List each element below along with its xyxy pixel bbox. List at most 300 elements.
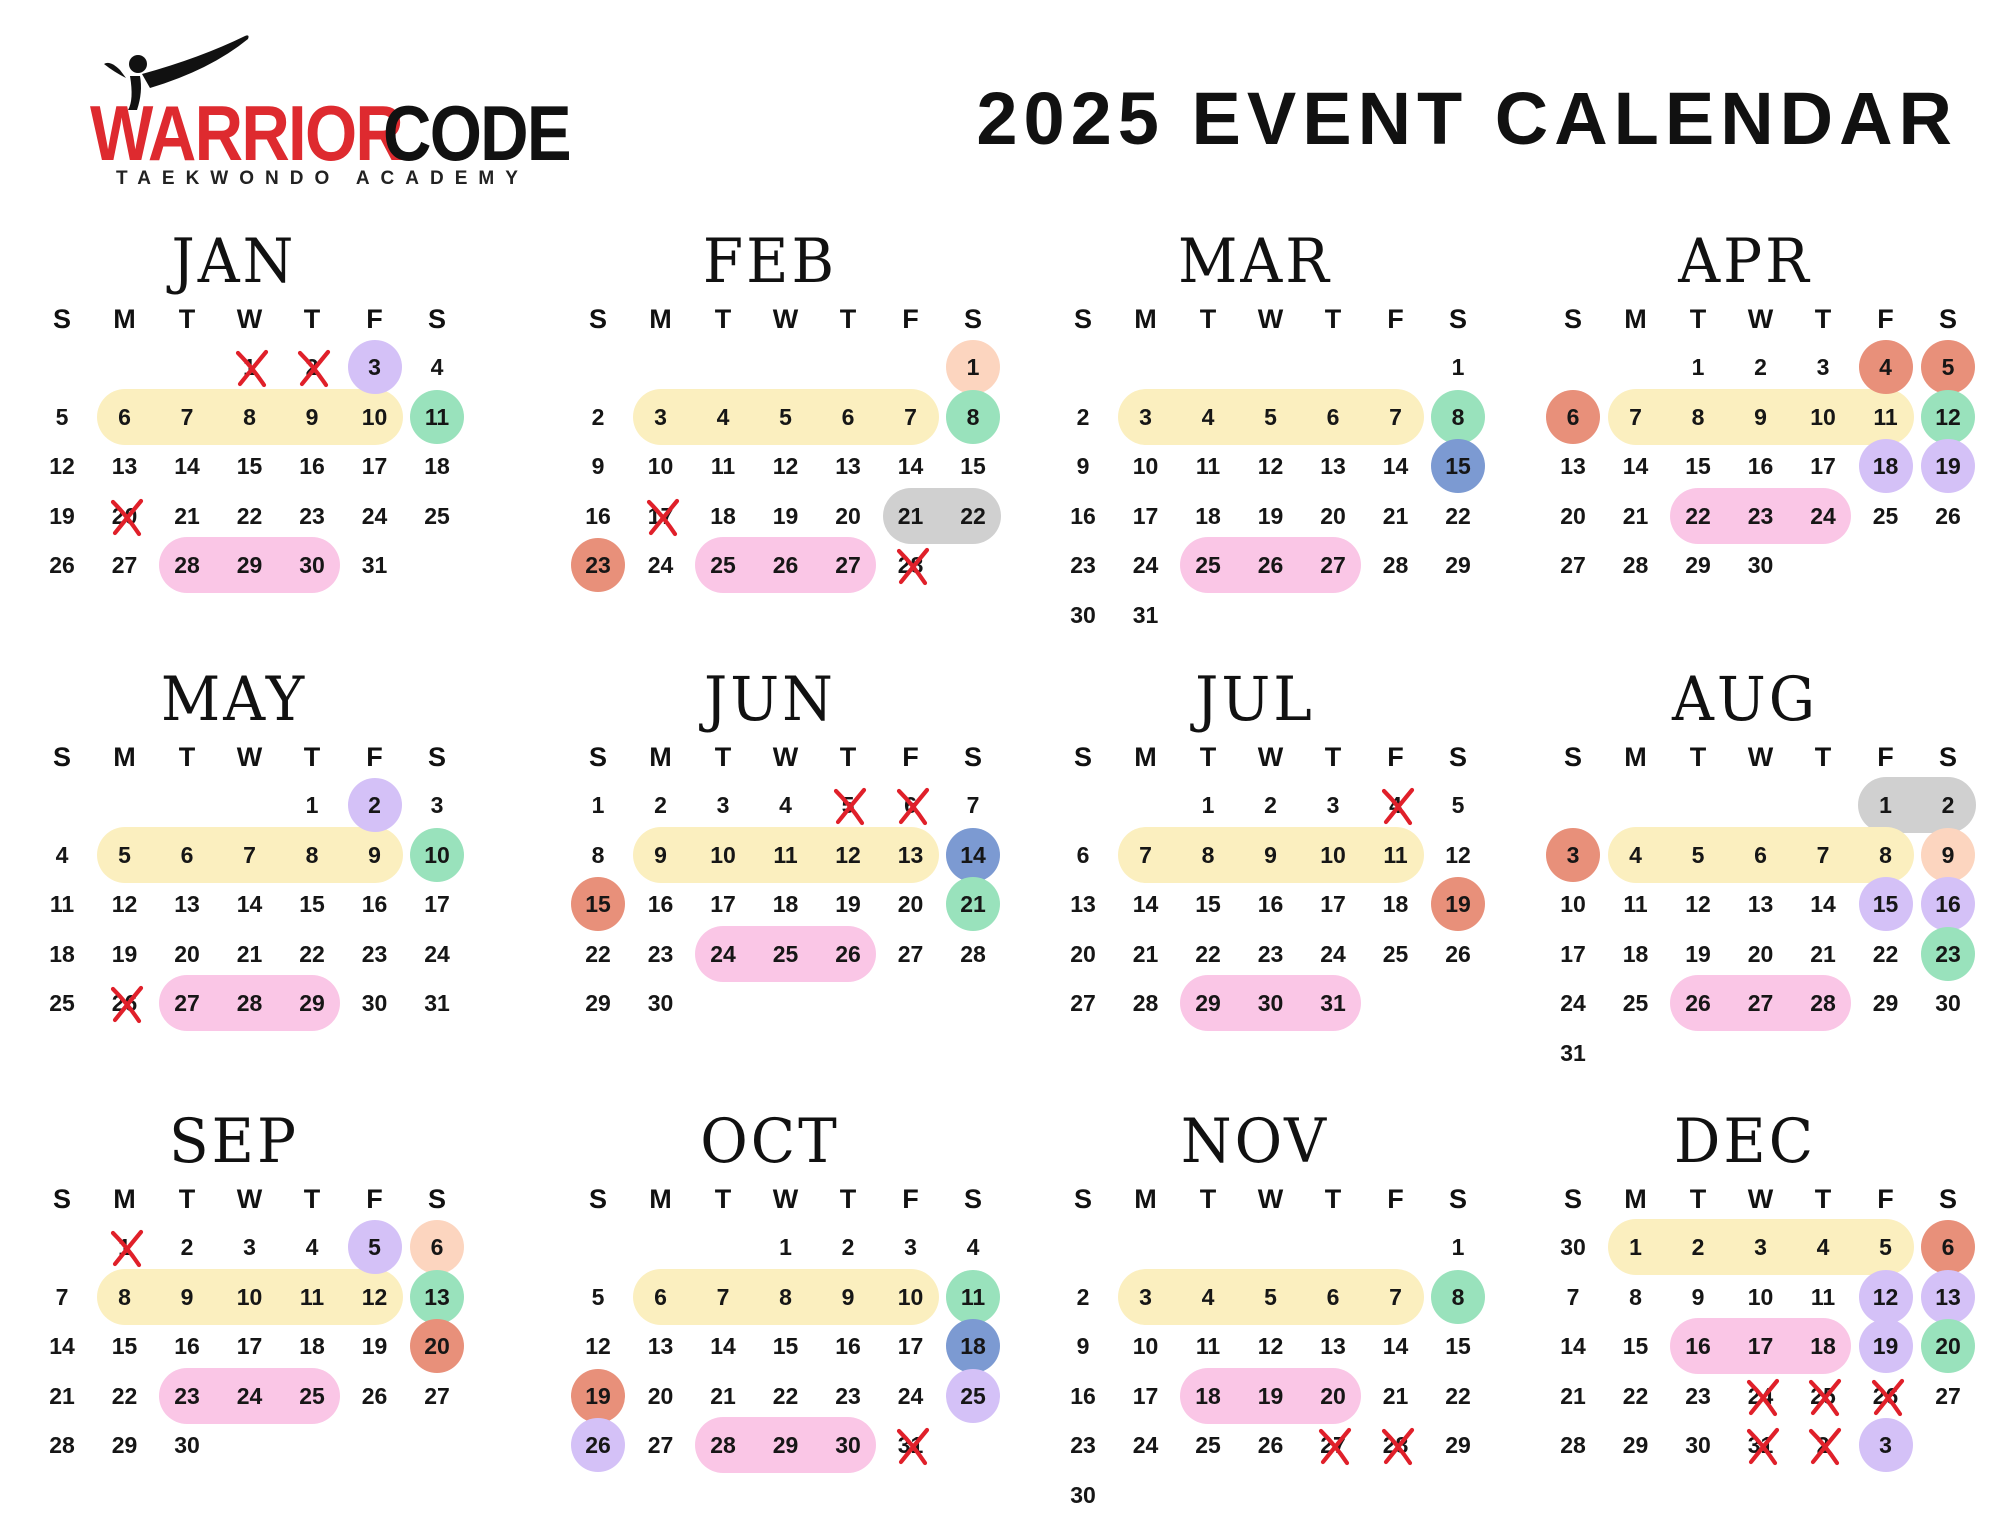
day-number: 6 xyxy=(904,792,917,818)
cancelled-x-icon xyxy=(1311,1425,1359,1467)
month-dec xyxy=(1535,1105,1961,1540)
month-sep xyxy=(24,1105,450,1540)
day-number: 29 xyxy=(772,1432,799,1459)
day-number: 3 xyxy=(1566,841,1580,868)
month-title: SEP xyxy=(168,1105,300,1177)
day-number: 27 xyxy=(1070,990,1096,1017)
day-number: 1 xyxy=(591,792,605,818)
weekday-label: S xyxy=(427,1184,446,1214)
day-number: 22 xyxy=(111,1382,138,1409)
day-number: 21 xyxy=(710,1382,736,1409)
month-title: JAN xyxy=(171,225,297,297)
day-number: 7 xyxy=(1389,1283,1402,1310)
day-number: 31 xyxy=(1320,990,1346,1017)
month-days xyxy=(24,740,450,1090)
weekday-label: F xyxy=(902,742,919,772)
day-number: 16 xyxy=(361,891,388,918)
day-number: 4 xyxy=(430,354,444,380)
month-mar xyxy=(1045,225,1471,660)
day-number: 1 xyxy=(966,354,980,380)
day-number: 17 xyxy=(710,891,736,918)
weekday-label: S xyxy=(427,304,446,334)
day-number: 2 xyxy=(1076,1283,1090,1310)
day-number: 7 xyxy=(180,403,194,430)
day-number: 31 xyxy=(897,1432,924,1459)
month-oct xyxy=(560,1105,986,1540)
weekday-label: T xyxy=(178,304,196,334)
day-number: 6 xyxy=(1076,841,1090,868)
day-number: 24 xyxy=(1132,1432,1159,1459)
day-number: 16 xyxy=(1685,1333,1711,1360)
month-nov xyxy=(1045,1105,1471,1540)
day-number: 15 xyxy=(299,891,325,918)
day-number: 20 xyxy=(1935,1333,1961,1360)
day-number: 9 xyxy=(654,841,667,868)
weekday-label: T xyxy=(1814,304,1832,334)
cancelled-x-icon xyxy=(103,1227,151,1269)
day-number: 20 xyxy=(424,1333,450,1360)
day-number: 2 xyxy=(1941,792,1955,818)
day-number: 3 xyxy=(716,792,730,818)
day-number: 21 xyxy=(1810,940,1836,967)
weekday-label: M xyxy=(1134,1184,1157,1214)
day-number: 27 xyxy=(1747,990,1774,1017)
weekday-label: T xyxy=(1814,1184,1832,1214)
cancelled-x-icon xyxy=(1801,1425,1849,1467)
day-number: 5 xyxy=(118,841,131,868)
day-number: 15 xyxy=(1195,891,1221,918)
day-number: 25 xyxy=(299,1382,325,1409)
page-title: 2025 EVENT CALENDAR xyxy=(976,77,1958,160)
day-number: 2 xyxy=(180,1234,194,1260)
day-number: 4 xyxy=(716,403,730,430)
weekday-label: T xyxy=(839,1184,857,1214)
day-number: 11 xyxy=(1810,1283,1836,1310)
month-days xyxy=(1045,302,1471,652)
day-number: 21 xyxy=(1622,502,1649,529)
day-number: 8 xyxy=(243,403,256,430)
day-number: 14 xyxy=(960,841,986,868)
day-number: 17 xyxy=(424,891,450,918)
weekday-label: T xyxy=(178,742,196,772)
day-number: 4 xyxy=(1201,403,1215,430)
day-number: 6 xyxy=(841,403,855,430)
day-number: 4 xyxy=(305,1234,319,1260)
weekday-label: T xyxy=(839,742,857,772)
day-number: 1 xyxy=(1879,792,1892,818)
day-number: 8 xyxy=(591,841,605,868)
day-number: 30 xyxy=(1685,1432,1711,1459)
day-number: 6 xyxy=(1941,1234,1955,1260)
month-days xyxy=(560,740,986,1090)
day-number: 24 xyxy=(1560,990,1586,1017)
day-number: 16 xyxy=(647,891,674,918)
day-number: 23 xyxy=(835,1382,861,1409)
day-number: 3 xyxy=(1816,354,1830,380)
weekday-label: S xyxy=(1073,304,1092,334)
day-number: 24 xyxy=(647,552,674,579)
day-number: 11 xyxy=(773,841,798,868)
day-number: 28 xyxy=(49,1432,75,1459)
day-number: 6 xyxy=(1754,841,1767,868)
day-number: 15 xyxy=(1622,1333,1649,1360)
day-number: 31 xyxy=(1132,602,1159,628)
day-number: 26 xyxy=(772,552,799,579)
day-number: 29 xyxy=(1445,1432,1471,1459)
day-number: 16 xyxy=(835,1333,861,1360)
day-number: 11 xyxy=(49,891,75,918)
day-number: 9 xyxy=(841,1283,855,1310)
day-number: 9 xyxy=(305,403,319,430)
day-number: 7 xyxy=(966,792,980,818)
day-number: 21 xyxy=(1560,1382,1586,1409)
weekday-label: T xyxy=(1324,304,1342,334)
weekday-label: M xyxy=(1134,742,1157,772)
day-number: 29 xyxy=(111,1432,138,1459)
day-number: 8 xyxy=(1451,1283,1465,1310)
day-number: 27 xyxy=(647,1432,674,1459)
day-number: 5 xyxy=(55,403,69,430)
day-number: 30 xyxy=(1257,990,1284,1017)
day-number: 29 xyxy=(1445,552,1471,579)
day-number: 13 xyxy=(174,891,200,918)
day-number: 3 xyxy=(654,403,667,430)
day-number: 21 xyxy=(960,891,986,918)
day-number: 20 xyxy=(835,502,861,529)
day-number: 10 xyxy=(710,841,736,868)
cancelled-x-icon xyxy=(1801,1376,1849,1418)
day-number: 9 xyxy=(368,841,381,868)
day-number: 9 xyxy=(1264,841,1277,868)
day-number: 11 xyxy=(424,403,450,430)
weekday-label: T xyxy=(714,304,732,334)
day-number: 8 xyxy=(966,403,980,430)
day-number: 26 xyxy=(1257,552,1284,579)
weekday-label: T xyxy=(1689,304,1707,334)
day-number: 30 xyxy=(835,1432,861,1459)
day-number: 30 xyxy=(1935,990,1961,1017)
weekday-label: S xyxy=(1563,304,1582,334)
month-days xyxy=(1045,740,1471,1090)
day-number: 15 xyxy=(772,1333,799,1360)
day-number: 21 xyxy=(1132,940,1159,967)
day-number: 25 xyxy=(1810,1382,1836,1409)
day-number: 30 xyxy=(647,990,674,1017)
cancelled-x-icon xyxy=(826,785,874,827)
day-number: 25 xyxy=(1382,940,1409,967)
weekday-label: T xyxy=(1199,304,1217,334)
month-apr xyxy=(1535,225,1961,660)
weekday-label: T xyxy=(303,742,321,772)
day-number: 12 xyxy=(1685,891,1711,918)
day-number: 28 xyxy=(1382,1432,1409,1459)
weekday-label: S xyxy=(52,742,71,772)
weekday-label: S xyxy=(1563,1184,1582,1214)
day-number: 14 xyxy=(236,891,263,918)
weekday-label: T xyxy=(303,304,321,334)
day-number: 12 xyxy=(49,453,75,480)
day-number: 26 xyxy=(1685,990,1711,1017)
weekday-label: W xyxy=(1747,304,1774,334)
day-number: 22 xyxy=(585,940,611,967)
day-number: 6 xyxy=(1326,1283,1340,1310)
day-number: 20 xyxy=(1320,502,1346,529)
weekday-label: S xyxy=(1448,304,1467,334)
day-number: 28 xyxy=(1132,990,1159,1017)
day-number: 9 xyxy=(1691,1283,1705,1310)
day-number: 17 xyxy=(897,1333,924,1360)
day-number: 1 xyxy=(1451,354,1465,380)
weekday-label: W xyxy=(236,1184,263,1214)
day-number: 7 xyxy=(55,1283,69,1310)
day-number: 15 xyxy=(111,1333,138,1360)
day-number: 3 xyxy=(1879,1432,1892,1459)
day-number: 16 xyxy=(585,502,611,529)
day-number: 7 xyxy=(1629,403,1642,430)
month-days xyxy=(560,1182,986,1532)
day-number: 12 xyxy=(361,1283,388,1310)
day-number: 13 xyxy=(424,1283,450,1310)
day-number: 4 xyxy=(779,792,792,818)
day-number: 10 xyxy=(361,403,388,430)
day-number: 15 xyxy=(236,453,263,480)
month-jan xyxy=(24,225,450,660)
weekday-label: F xyxy=(1387,1184,1404,1214)
day-number: 7 xyxy=(243,841,256,868)
weekday-label: S xyxy=(427,742,446,772)
weekday-label: T xyxy=(1814,742,1832,772)
cancelled-x-icon xyxy=(1374,1425,1422,1467)
day-number: 8 xyxy=(1201,841,1215,868)
day-number: 24 xyxy=(897,1382,924,1409)
cancelled-x-icon xyxy=(228,347,276,389)
day-number: 14 xyxy=(897,453,924,480)
day-number: 26 xyxy=(1872,1382,1899,1409)
day-number: 4 xyxy=(1879,354,1892,380)
day-number: 14 xyxy=(1622,453,1649,480)
day-number: 27 xyxy=(1320,552,1346,579)
day-number: 30 xyxy=(1560,1234,1586,1260)
weekday-label: S xyxy=(963,1184,982,1214)
day-number: 5 xyxy=(1451,792,1465,818)
day-number: 23 xyxy=(1935,940,1961,967)
weekday-label: S xyxy=(1448,742,1467,772)
day-number: 13 xyxy=(1320,453,1346,480)
day-number: 16 xyxy=(1070,1382,1096,1409)
day-number: 8 xyxy=(779,1283,792,1310)
day-number: 12 xyxy=(1445,841,1471,868)
day-number: 31 xyxy=(361,552,388,579)
day-number: 24 xyxy=(1747,1382,1774,1409)
day-number: 15 xyxy=(1445,453,1471,480)
day-number: 30 xyxy=(174,1432,200,1459)
weekday-label: T xyxy=(1324,742,1342,772)
day-number: 14 xyxy=(174,453,200,480)
day-number: 18 xyxy=(772,891,799,918)
weekday-label: F xyxy=(366,304,383,334)
day-number: 7 xyxy=(1139,841,1152,868)
day-number: 18 xyxy=(1195,1382,1221,1409)
day-number: 9 xyxy=(1941,841,1955,868)
weekday-label: S xyxy=(1073,1184,1092,1214)
weekday-label: W xyxy=(1747,742,1774,772)
weekday-label: W xyxy=(772,1184,799,1214)
day-number: 27 xyxy=(111,552,138,579)
weekday-label: T xyxy=(1324,1184,1342,1214)
day-number: 23 xyxy=(1685,1382,1711,1409)
weekday-label: T xyxy=(714,742,732,772)
day-number: 28 xyxy=(960,940,986,967)
weekday-label: T xyxy=(714,1184,732,1214)
day-number: 3 xyxy=(904,1234,917,1260)
day-number: 17 xyxy=(236,1333,263,1360)
day-number: 21 xyxy=(1382,502,1409,529)
day-number: 9 xyxy=(1754,403,1767,430)
day-number: 28 xyxy=(236,990,263,1017)
day-number: 28 xyxy=(1560,1432,1586,1459)
day-number: 26 xyxy=(111,990,138,1017)
day-number: 2 xyxy=(1816,1432,1830,1459)
day-number: 21 xyxy=(236,940,263,967)
month-may xyxy=(24,663,450,1098)
day-number: 8 xyxy=(305,841,319,868)
day-number: 19 xyxy=(772,502,799,529)
day-number: 26 xyxy=(585,1432,611,1459)
day-number: 1 xyxy=(1691,354,1705,380)
weekday-label: F xyxy=(366,742,383,772)
day-number: 27 xyxy=(1560,552,1586,579)
weekday-label: M xyxy=(649,742,672,772)
day-number: 8 xyxy=(1451,403,1465,430)
day-number: 12 xyxy=(1257,1333,1284,1360)
logo-word-warrior: WARRIOR xyxy=(90,89,403,177)
day-number: 31 xyxy=(1560,1040,1586,1066)
day-number: 12 xyxy=(1872,1283,1899,1310)
day-number: 17 xyxy=(1320,891,1346,918)
cancelled-x-icon xyxy=(1739,1376,1787,1418)
month-days xyxy=(24,1182,450,1532)
day-number: 7 xyxy=(904,403,917,430)
day-number: 20 xyxy=(174,940,200,967)
weekday-label: T xyxy=(178,1184,196,1214)
weekday-label: T xyxy=(1689,1184,1707,1214)
day-number: 6 xyxy=(1566,403,1580,430)
day-number: 10 xyxy=(647,453,674,480)
day-number: 8 xyxy=(1629,1283,1642,1310)
day-number: 13 xyxy=(1935,1283,1961,1310)
day-number: 24 xyxy=(1810,502,1836,529)
day-number: 9 xyxy=(1076,1333,1090,1360)
day-number: 20 xyxy=(1070,940,1096,967)
weekday-label: M xyxy=(649,304,672,334)
month-days xyxy=(1045,1182,1471,1532)
day-number: 12 xyxy=(1935,403,1961,430)
day-number: 29 xyxy=(1195,990,1221,1017)
day-number: 25 xyxy=(772,940,799,967)
day-number: 11 xyxy=(1195,1333,1221,1360)
day-number: 25 xyxy=(49,990,75,1017)
day-number: 18 xyxy=(299,1333,325,1360)
day-number: 23 xyxy=(1070,1432,1096,1459)
day-number: 29 xyxy=(1685,552,1711,579)
cancelled-x-icon xyxy=(103,496,151,538)
weekday-label: S xyxy=(52,304,71,334)
day-number: 27 xyxy=(1935,1382,1961,1409)
day-number: 14 xyxy=(1132,891,1159,918)
day-number: 16 xyxy=(174,1333,200,1360)
weekday-label: F xyxy=(366,1184,383,1214)
weekday-label: F xyxy=(1877,304,1894,334)
day-number: 22 xyxy=(772,1382,799,1409)
weekday-label: S xyxy=(1938,1184,1957,1214)
month-title: APR xyxy=(1678,225,1812,297)
weekday-label: W xyxy=(236,742,263,772)
logo-word-code: CODE xyxy=(383,89,570,177)
day-number: 5 xyxy=(1691,841,1705,868)
day-number: 26 xyxy=(49,552,75,579)
day-number: 1 xyxy=(305,792,319,818)
day-number: 12 xyxy=(1257,453,1284,480)
weekday-label: F xyxy=(1877,742,1894,772)
day-number: 13 xyxy=(647,1333,674,1360)
day-number: 19 xyxy=(1685,940,1711,967)
day-number: 5 xyxy=(1879,1234,1892,1260)
month-feb xyxy=(560,225,986,660)
day-number: 23 xyxy=(1747,502,1774,529)
weekday-label: S xyxy=(1563,742,1582,772)
day-number: 24 xyxy=(710,940,736,967)
day-number: 23 xyxy=(647,940,674,967)
day-number: 4 xyxy=(1389,792,1402,818)
day-number: 11 xyxy=(1873,403,1898,430)
day-number: 3 xyxy=(1139,1283,1152,1310)
day-number: 17 xyxy=(1132,502,1159,529)
month-title: JUL xyxy=(1195,663,1315,735)
day-number: 16 xyxy=(1747,453,1774,480)
weekday-label: M xyxy=(1134,304,1157,334)
day-number: 31 xyxy=(1747,1432,1774,1459)
month-title: AUG xyxy=(1671,663,1819,735)
day-number: 26 xyxy=(361,1382,388,1409)
weekday-label: T xyxy=(1199,1184,1217,1214)
day-number: 22 xyxy=(960,502,986,529)
day-number: 17 xyxy=(1132,1382,1159,1409)
weekday-label: T xyxy=(839,304,857,334)
logo-subtitle: TAEKWONDO ACADEMY xyxy=(116,168,529,189)
day-number: 25 xyxy=(1195,552,1221,579)
day-number: 13 xyxy=(1070,891,1096,918)
weekday-label: W xyxy=(772,304,799,334)
day-number: 30 xyxy=(1070,1482,1096,1508)
day-number: 25 xyxy=(960,1382,986,1409)
day-number: 12 xyxy=(772,453,799,480)
weekday-label: S xyxy=(963,304,982,334)
day-number: 31 xyxy=(424,990,450,1017)
day-number: 11 xyxy=(1383,841,1408,868)
day-number: 2 xyxy=(1691,1234,1705,1260)
day-number: 3 xyxy=(243,1234,256,1260)
weekday-label: M xyxy=(1624,304,1647,334)
day-number: 6 xyxy=(118,403,131,430)
weekday-label: W xyxy=(1257,742,1284,772)
day-number: 23 xyxy=(299,502,325,529)
day-number: 1 xyxy=(243,354,256,380)
day-number: 13 xyxy=(835,453,861,480)
month-title: FEB xyxy=(702,225,838,297)
weekday-label: S xyxy=(1938,742,1957,772)
day-number: 17 xyxy=(647,502,674,529)
day-number: 28 xyxy=(174,552,200,579)
